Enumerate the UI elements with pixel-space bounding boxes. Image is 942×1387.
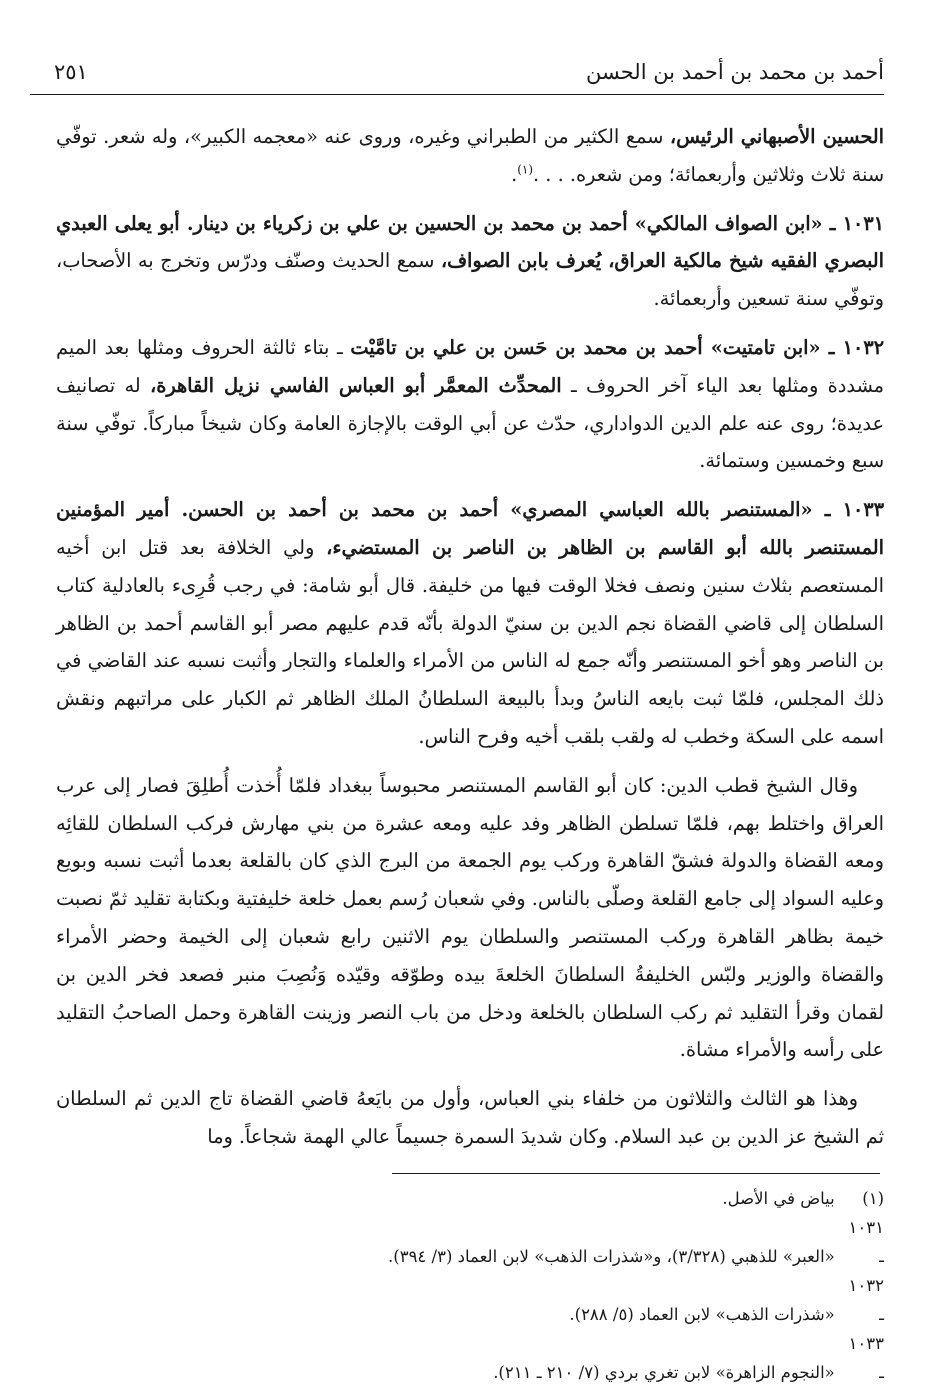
- footnote-text: بياض في الأصل.: [722, 1189, 840, 1208]
- footnote-marker: (١): [517, 162, 534, 177]
- footnote-text: «شذرات الذهب» لابن العماد (٥/ ٢٨٨).: [569, 1305, 840, 1324]
- footnotes: [56, 1184, 884, 1387]
- running-header: [36, 56, 884, 88]
- text-run: سمع الكثير من الطبراني وغيره، وروى عنه «معجمه الكبير»، وله شعر. توفّي سنة ثلاث وثلاثين وأربعمائة؛ ومن شعره. . . .: [56, 125, 884, 186]
- paragraph: [56, 1080, 884, 1156]
- text-run: ـ بتاء ثالثة الحروف ومثلها بعد الميم مشددة ومثلها بعد الياء آخر الحروف ـ: [56, 335, 884, 397]
- footnote-text: «العبر» للذهبي (٣/٣٢٨)، و«شذرات الذهب» لابن العماد (٣/ ٣٩٤).: [388, 1247, 840, 1266]
- footnote-text: «النجوم الزاهرة» لابن تغري بردي (٧/ ٢١٠ ـ ٢١١).: [493, 1363, 840, 1382]
- footnote-number: ١٠٣٢ ـ: [848, 1276, 884, 1324]
- bold-text: ١٠٣٢ ـ «ابن تامتيت» أحمد بن محمد بن حَسن بن علي بن تامَّيْت: [350, 335, 884, 359]
- paragraph: [56, 767, 884, 1069]
- bold-text: ١٠٣٣ ـ «المستنصر بالله العباسي المصري» أحمد بن محمد بن أحمد بن الحسن. أمير المؤمنين المستنصر بالله أبو القاسم بن الظاهر بن الناصر بن المستضيء،: [56, 498, 885, 559]
- bold-text: ١٠٣١ ـ «ابن الصواف المالكي» أحمد بن محمد بن الحسين بن علي بن زكرياء بن دينار. أبو يعلى العبدي البصري الفقيه شيخ مالكية العراق، يُعرف بابن الصواف،: [56, 211, 884, 273]
- bold-text: المحدِّث المعمَّر أبو العباس الفاسي نزيل القاهرة،: [150, 373, 562, 397]
- paragraph: [56, 329, 884, 480]
- footnote-item: [56, 1184, 884, 1213]
- paragraph: [56, 118, 884, 194]
- text-run: سمع الحديث وصنّف ودرّس وتخرج به الأصحاب، وتوفّي سنة تسعين وأربعمائة.: [56, 249, 884, 311]
- footnote-item: [56, 1213, 884, 1271]
- text-run: .: [511, 162, 518, 186]
- text-run: وقال الشيخ قطب الدين: كان أبو القاسم المستنصر محبوساً ببغداد فلمّا أُخذت أُطلِقَ فصار إلى عرب العراق واختلط بهم، فلمّا تسلطن الظاهر وفد عليه ومعه عشرة من بني مهارش فركب السلطان للقائِه ومعه القضاة والدولة فشقّ القاهرة وركب يوم الجمعة من البرج الذي كان بالقلعة بعدما أثبت نسبه وبويع وعليه السواد إلى جامع القلعة وصلّى بالناس. وفي شعبان رُسم بعمل خلعة خليفتية وبكتابة تقليد ثمّ نصبت خيمة بظاهر القاهرة وركب المستنصر والسلطان يوم الاثنين رابع شعبان إلى الخيمة وحضر الأمراء والقضاة والوزير ولبّس الخليفةُ السلطانَ الخلعةَ بيده وطوّقه وقيّده وَنُصِبَ منبر فصعد فخر الدين بن لقمان وقرأ التقليد ثم ركب السلطان بالخلعة ودخل من باب النصر وزينت القاهرة وحمل الصاحبُ التقليد على رأسه والأمراء مشاة.: [56, 773, 884, 1062]
- bold-text: الحسين الأصبهاني الرئيس،: [669, 125, 884, 148]
- footnote-number: ١٠٣٣ ـ: [848, 1334, 884, 1382]
- running-title: أحمد بن محمد بن أحمد بن الحسن: [586, 60, 884, 84]
- footnote-rule: [392, 1173, 880, 1174]
- footnote-item: [56, 1329, 884, 1387]
- text-run: له تصانيف عديدة؛ روى عنه علم الدين الدواداري، حدّث عن أبي الوقت بالإجازة العامة وكان شيخاً مباركاً. توفّي سنة سبع وخمسين وستمائة.: [56, 373, 884, 473]
- page-number: ٢٥١: [54, 60, 88, 84]
- footnote-item: [56, 1271, 884, 1329]
- paragraph: [56, 491, 884, 756]
- paragraph: [56, 205, 884, 318]
- text-run: وهذا هو الثالث والثلاثون من خلفاء بني العباس، وأول من بايَعهُ قاضي القضاة تاج الدين ثم السلطان ثم الشيخ عز الدين بن عبد السلام. وكان شديدَ السمرة جسيماً عالي الهمة شجاعاً. وما: [56, 1087, 884, 1148]
- header-rule: [30, 94, 884, 95]
- footnote-number: ١٠٣١ ـ: [848, 1218, 884, 1266]
- text-run: ولي الخلافة بعد قتل ابن أخيه المستعصم بثلاث سنين ونصف فخلا الوقت فيها من خليفة. قال أبو شامة: في رجب قُرِىء بالعادلية كتاب السلطان إلى قاضي القضاة نجم الدين بن سنيّ الدولة بأنّه قدم عليهم مصر أبو القاسم أحمد بن الظاهر بن الناصر وهو أخو المستنصر وأنّه جمع له الناس من الأمراء والعلماء والتجار وأثبت نسبه عند القاضي في ذلك المجلس، فلمّا ثبت بايعه الناسُ وبدأ بالبيعة السلطانُ الملك الظاهر ثم الكبار على مراتبهم ونقش اسمه على السكة وخطب له ولقب بلقب أخيه وفرح الناس.: [56, 535, 884, 748]
- footnote-number: (١): [862, 1189, 884, 1208]
- main-text: [56, 118, 884, 1167]
